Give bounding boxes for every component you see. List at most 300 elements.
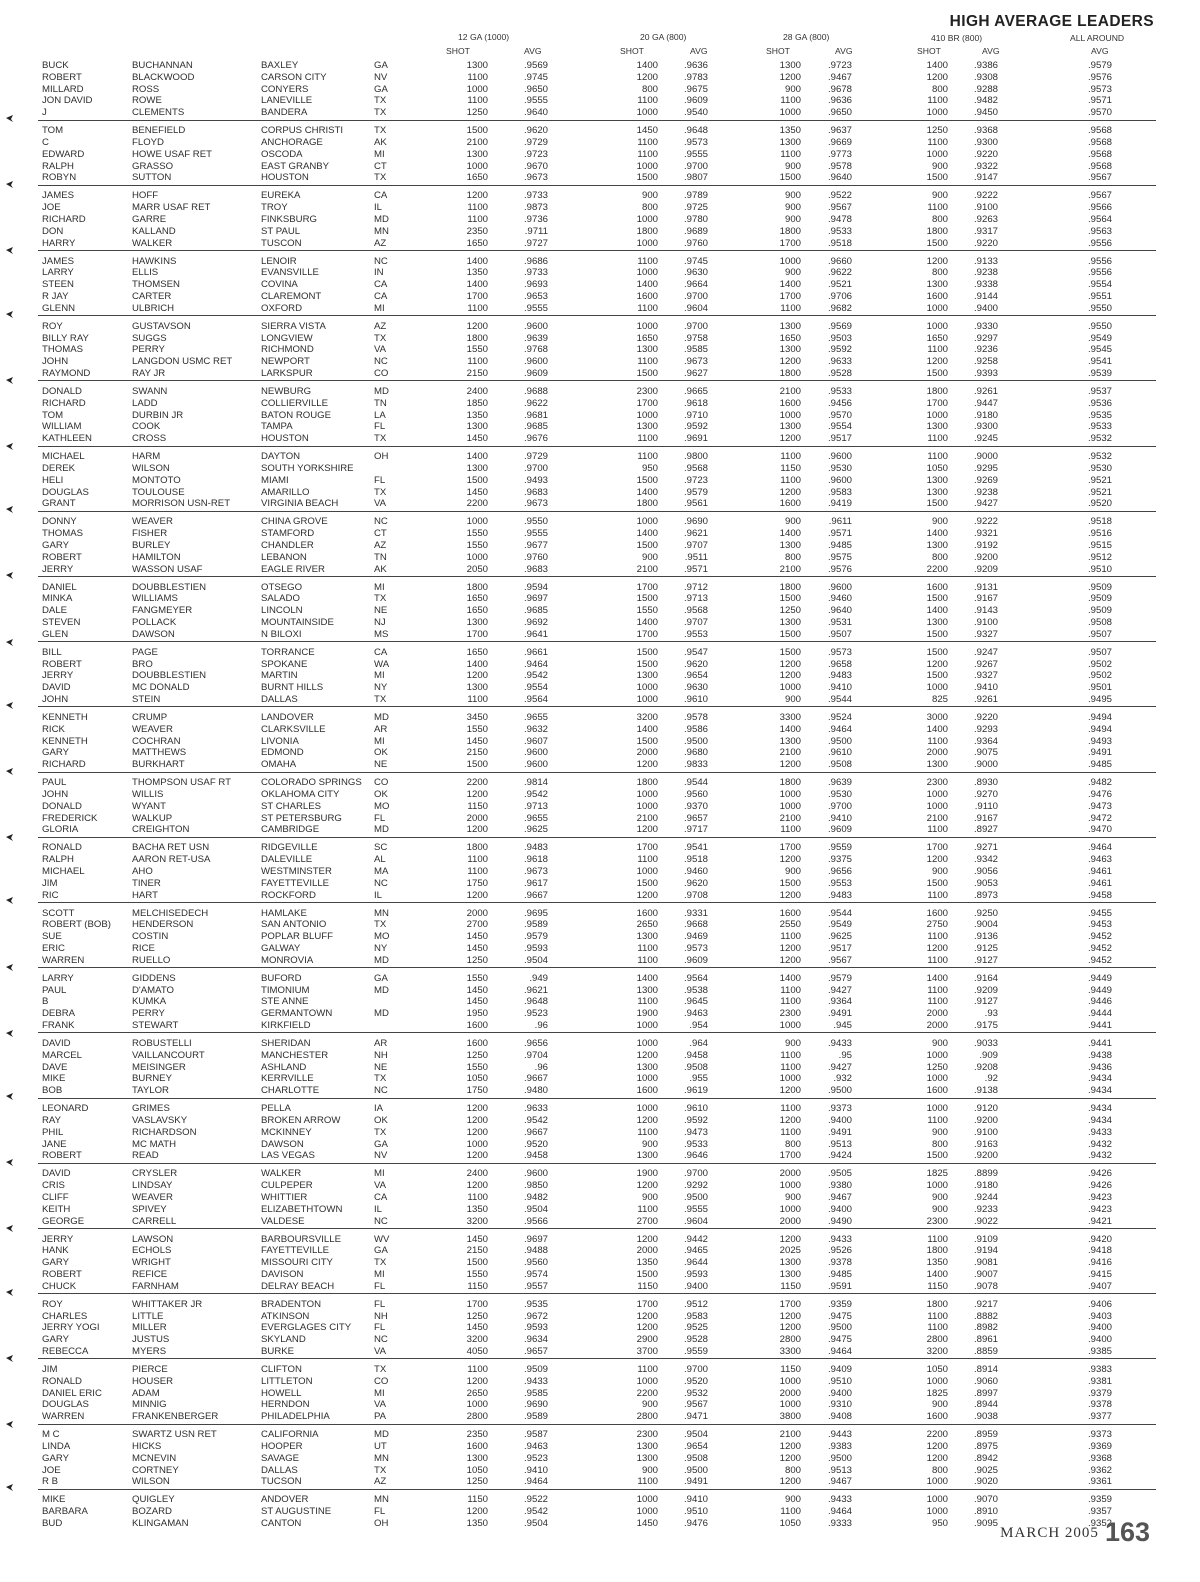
first-name: RALPH	[42, 160, 74, 172]
city: WESTMINSTER	[261, 866, 332, 877]
ga28-shot: 3300	[779, 712, 801, 723]
ga12-avg: .9729	[523, 137, 548, 148]
ga12-avg: .9673	[523, 498, 548, 510]
first-name: ROBERT	[42, 1150, 82, 1162]
margin-mark	[6, 1225, 13, 1232]
br410-shot: 900	[931, 1399, 948, 1411]
ga28-shot: 1200	[779, 658, 801, 670]
ga12-avg: .9667	[523, 1073, 548, 1085]
ga28-avg: .9378	[827, 1257, 852, 1269]
all-around-avg: .9579	[1087, 60, 1112, 71]
ga12-shot: 2650	[466, 1387, 488, 1399]
ga20-avg: .9559	[683, 1346, 708, 1357]
city: CHANDLER	[261, 540, 314, 551]
ga28-shot: 2800	[779, 1334, 801, 1346]
city: LITTLETON	[261, 1375, 313, 1387]
ga20-shot: 1000	[636, 694, 658, 705]
ga28-shot: 1000	[779, 789, 801, 800]
ga12-shot: 4050	[466, 1346, 488, 1357]
ga28-avg: .9409	[827, 1364, 852, 1375]
br410-avg: .9271	[973, 842, 998, 854]
ga28-shot: 1700	[779, 1298, 801, 1310]
city: CAMBRIDGE	[261, 824, 320, 836]
br410-shot: 2300	[926, 1215, 948, 1227]
header-12ga-avg: AVG	[524, 46, 542, 56]
ga20-avg: .9561	[683, 498, 708, 510]
last-name: MEISINGER	[132, 1061, 186, 1073]
last-name: CREIGHTON	[132, 824, 190, 836]
last-name: WALKUP	[132, 812, 173, 824]
first-name: GARY	[42, 540, 70, 551]
ga28-shot: 2100	[779, 812, 801, 824]
ga12-shot: 1350	[466, 1203, 488, 1215]
ga20-shot: 1500	[636, 474, 658, 486]
state: AR	[374, 723, 388, 735]
last-name: WEAVER	[132, 516, 173, 528]
city: MOUNTAINSIDE	[261, 617, 334, 628]
ga28-avg: .9571	[827, 528, 852, 540]
first-name: WILLIAM	[42, 421, 82, 433]
all-around-avg: .9532	[1087, 451, 1112, 463]
ga28-shot: 800	[784, 1138, 801, 1150]
last-name: REFICE	[132, 1269, 168, 1280]
ga12-avg: .9727	[523, 237, 548, 249]
last-name: GRIMES	[132, 1103, 170, 1115]
ga28-avg: .9364	[827, 996, 852, 1008]
first-name: CHUCK	[42, 1280, 77, 1292]
all-around-avg: .9444	[1087, 1008, 1112, 1020]
ga20-avg: .9592	[683, 1115, 708, 1126]
ga28-shot: 900	[784, 694, 801, 705]
last-name: KUMKA	[132, 996, 167, 1008]
last-name: HENDERSON	[132, 919, 194, 931]
city: TROY	[261, 202, 288, 214]
group-divider	[38, 1489, 1156, 1490]
ga20-shot: 900	[641, 1138, 658, 1150]
all-around-avg: .9539	[1087, 368, 1112, 379]
br410-avg: .9070	[973, 1494, 998, 1506]
br410-shot: 2200	[926, 1429, 948, 1441]
state: TN	[374, 397, 387, 409]
br410-shot: 1350	[926, 1257, 948, 1269]
ga12-avg: .9760	[523, 551, 548, 563]
first-name: JERRY	[42, 563, 74, 575]
ga12-avg: .9620	[523, 125, 548, 137]
city: POPLAR BLUFF	[261, 931, 333, 943]
ga28-avg: .9475	[827, 1310, 852, 1322]
br410-avg: .8959	[973, 1429, 998, 1441]
all-around-avg: .9495	[1087, 694, 1112, 705]
ga12-shot: 1450	[466, 996, 488, 1008]
ga20-avg: .9700	[683, 320, 708, 332]
br410-shot: 1600	[926, 581, 948, 593]
ga20-shot: 1000	[636, 516, 658, 528]
state: GA	[374, 972, 388, 984]
br410-shot: 1500	[926, 237, 948, 249]
br410-avg: .9410	[973, 682, 998, 694]
city: HOUSTON	[261, 433, 309, 445]
ga28-avg: .9456	[827, 397, 852, 409]
first-name: R JAY	[42, 291, 69, 302]
city: STE ANNE	[261, 996, 309, 1008]
state: MI	[374, 148, 385, 160]
ga28-avg: .9610	[827, 747, 852, 759]
city: NEWPORT	[261, 356, 310, 368]
ga28-avg: .9359	[827, 1298, 852, 1310]
all-around-avg: .9452	[1087, 954, 1112, 966]
ga28-shot: 1200	[779, 1441, 801, 1452]
all-around-avg: .9476	[1087, 789, 1112, 800]
br410-shot: 1000	[926, 1073, 948, 1085]
state: IA	[374, 1103, 384, 1115]
first-name: MILLARD	[42, 83, 84, 95]
header-410br: 410 BR (800)	[931, 33, 983, 43]
ga20-avg: .9458	[683, 1049, 708, 1061]
last-name: HARM	[132, 451, 161, 463]
ga28-avg: .9578	[827, 160, 852, 172]
ga28-avg: .9485	[827, 540, 852, 551]
ga12-avg: .9574	[523, 1269, 548, 1280]
ga28-shot: 1800	[779, 225, 801, 237]
ga28-shot: 1300	[779, 60, 801, 71]
ga20-avg: .9579	[683, 486, 708, 498]
city: COVINA	[261, 279, 298, 291]
ga20-avg: .9657	[683, 812, 708, 824]
ga20-avg: .9668	[683, 919, 708, 931]
all-around-avg: .9521	[1087, 474, 1112, 486]
ga20-avg: .9712	[683, 581, 708, 593]
ga28-shot: 3300	[779, 1346, 801, 1357]
ga20-shot: 1400	[636, 617, 658, 628]
ga20-avg: .9573	[683, 137, 708, 148]
last-name: HART	[132, 889, 158, 901]
state: AL	[374, 854, 386, 866]
ga12-shot: 1100	[467, 1192, 488, 1203]
first-name: HELI	[42, 474, 64, 486]
ga28-shot: 1200	[779, 71, 801, 83]
state: MO	[374, 931, 390, 943]
group-divider	[38, 772, 1156, 773]
ga20-avg: .9700	[683, 1168, 708, 1180]
ga28-avg: .9500	[827, 1085, 852, 1097]
ga28-avg: .9573	[827, 646, 852, 658]
ga12-shot: 1250	[466, 1476, 488, 1488]
ga28-avg: .9660	[827, 255, 852, 267]
ga20-avg: .9690	[683, 516, 708, 528]
ga28-shot: 1100	[780, 931, 801, 943]
city: SHERIDAN	[261, 1038, 311, 1049]
margin-mark	[6, 506, 13, 513]
br410-avg: .9233	[973, 1203, 998, 1215]
ga20-shot: 1200	[636, 1049, 658, 1061]
last-name: CARTER	[132, 291, 172, 302]
ga28-shot: 1150	[780, 1280, 801, 1292]
br410-shot: 1400	[926, 605, 948, 617]
first-name: CLIFF	[42, 1192, 69, 1203]
ga12-shot: 1650	[466, 646, 488, 658]
all-around-avg: .9461	[1087, 877, 1112, 889]
ga28-avg: .9400	[827, 1387, 852, 1399]
all-around-avg: .9369	[1087, 1441, 1112, 1452]
br410-shot: 1300	[926, 540, 948, 551]
br410-avg: .8927	[973, 824, 998, 836]
ga12-shot: 1800	[466, 581, 488, 593]
state: SC	[374, 842, 388, 854]
city: WALKER	[261, 1168, 302, 1180]
all-around-avg: .9361	[1087, 1476, 1112, 1488]
ga28-shot: 1600	[779, 397, 801, 409]
margin-mark	[6, 1421, 13, 1428]
all-around-avg: .9352	[1087, 1518, 1112, 1529]
all-around-avg: .9426	[1087, 1180, 1112, 1192]
city: GALWAY	[261, 943, 301, 954]
br410-shot: 1050	[926, 463, 948, 474]
all-around-avg: .9438	[1087, 1049, 1112, 1061]
ga12-avg: .9560	[523, 1257, 548, 1269]
last-name: BLACKWOOD	[132, 71, 195, 83]
first-name: JERRY	[42, 670, 74, 682]
ga12-avg: .9688	[523, 386, 548, 397]
last-name: FANGMEYER	[132, 605, 193, 617]
ga12-avg: .9634	[523, 1334, 548, 1346]
ga20-avg: .9547	[683, 646, 708, 658]
state: CO	[374, 1375, 389, 1387]
ga28-avg: .9400	[827, 1203, 852, 1215]
ga20-shot: 1000	[636, 237, 658, 249]
first-name: RICK	[42, 723, 65, 735]
ga20-avg: .9500	[683, 735, 708, 747]
last-name: TOULOUSE	[132, 486, 185, 498]
br410-shot: 1825	[926, 1387, 948, 1399]
ga28-avg: .9636	[827, 95, 852, 107]
br410-avg: .9220	[973, 237, 998, 249]
all-around-avg: .9421	[1087, 1215, 1112, 1227]
group-divider	[38, 185, 1156, 186]
ga28-avg: .9530	[827, 789, 852, 800]
ga20-shot: 900	[641, 1464, 658, 1476]
ga20-shot: 1900	[636, 1008, 658, 1020]
br410-avg: .9317	[973, 225, 998, 237]
all-around-avg: .9434	[1087, 1103, 1112, 1115]
ga28-shot: 1100	[780, 451, 801, 463]
ga12-avg: .9410	[523, 1464, 548, 1476]
br410-avg: .9250	[973, 907, 998, 919]
ga28-shot: 1000	[779, 409, 801, 421]
ga28-shot: 1150	[780, 1364, 801, 1375]
last-name: WRIGHT	[132, 1257, 171, 1269]
ga12-avg: .9482	[523, 1192, 548, 1203]
first-name: REBECCA	[42, 1346, 89, 1357]
ga12-avg: .9729	[523, 451, 548, 463]
br410-avg: .9222	[973, 190, 998, 202]
city: BRADENTON	[261, 1298, 322, 1310]
state: MS	[374, 628, 389, 640]
state: OH	[374, 1518, 389, 1529]
br410-shot: 900	[931, 1038, 948, 1049]
ga20-avg: .9619	[683, 1085, 708, 1097]
ga12-shot: 1200	[466, 1115, 488, 1126]
ga12-shot: 2200	[466, 777, 488, 789]
ga28-avg: .9460	[827, 593, 852, 605]
ga12-avg: .9697	[523, 593, 548, 605]
ga28-shot: 800	[784, 551, 801, 563]
ga20-shot: 1500	[636, 172, 658, 184]
ga12-avg: .9650	[523, 83, 548, 95]
margin-mark	[6, 311, 13, 318]
br410-shot: 1650	[926, 332, 948, 344]
br410-shot: 1500	[926, 172, 948, 184]
br410-shot: 1000	[926, 302, 948, 314]
ga20-shot: 1500	[636, 735, 658, 747]
city: SIERRA VISTA	[261, 320, 326, 332]
city: DALLAS	[261, 1464, 298, 1476]
br410-avg: .8930	[973, 777, 998, 789]
br410-avg: .9138	[973, 1085, 998, 1097]
all-around-avg: .9549	[1087, 332, 1112, 344]
city: PELLA	[261, 1103, 291, 1115]
ga28-avg: .9380	[827, 1180, 852, 1192]
state: WA	[374, 658, 390, 670]
ga12-avg: .9733	[523, 190, 548, 202]
state: OK	[374, 747, 388, 759]
br410-shot: 1100	[927, 996, 948, 1008]
ga12-avg: .9504	[523, 1518, 548, 1529]
city: STAMFORD	[261, 528, 315, 540]
ga12-shot: 1450	[466, 984, 488, 996]
ga20-avg: .9680	[683, 747, 708, 759]
ga12-avg: .9463	[523, 1441, 548, 1452]
br410-shot: 1000	[926, 1103, 948, 1115]
ga28-shot: 1200	[779, 1233, 801, 1245]
br410-shot: 1000	[926, 1049, 948, 1061]
ga28-avg: .9544	[827, 694, 852, 705]
br410-shot: 800	[931, 1138, 948, 1150]
ga28-avg: .9467	[827, 1476, 852, 1488]
ga20-avg: .9555	[683, 148, 708, 160]
state: FL	[374, 474, 386, 486]
ga20-avg: .9500	[683, 1192, 708, 1203]
ga28-avg: .9524	[827, 712, 852, 723]
ga28-shot: 1200	[779, 1115, 801, 1126]
br410-avg: .9295	[973, 463, 998, 474]
first-name: ROBERT (BOB)	[42, 919, 111, 931]
ga28-shot: 900	[784, 202, 801, 214]
br410-shot: 1600	[926, 1411, 948, 1423]
ga12-avg: .9609	[523, 368, 548, 379]
ga20-shot: 1550	[636, 605, 658, 617]
ga28-shot: 1200	[779, 356, 801, 368]
ga28-shot: 1200	[779, 1476, 801, 1488]
all-around-avg: .9535	[1087, 409, 1112, 421]
margin-mark	[6, 1355, 13, 1362]
br410-shot: 900	[931, 1203, 948, 1215]
all-around-avg: .9566	[1087, 202, 1112, 214]
ga28-avg: .9700	[827, 800, 852, 812]
ga12-shot: 1650	[466, 593, 488, 605]
last-name: TAYLOR	[132, 1085, 169, 1097]
ga20-avg: .9370	[683, 800, 708, 812]
first-name: KENNETH	[42, 712, 88, 723]
ga20-avg: .9807	[683, 172, 708, 184]
br410-avg: .9222	[973, 516, 998, 528]
br410-avg: .9327	[973, 628, 998, 640]
city: MISSOURI CITY	[261, 1257, 333, 1269]
last-name: CARRELL	[132, 1215, 177, 1227]
ga12-avg: .9686	[523, 255, 548, 267]
last-name: MORRISON USN-RET	[132, 498, 231, 510]
state: NV	[374, 1150, 388, 1162]
br410-shot: 2750	[926, 919, 948, 931]
city: MANCHESTER	[261, 1049, 329, 1061]
br410-avg: .9261	[973, 386, 998, 397]
first-name: BILLY RAY	[42, 332, 89, 344]
city: RIDGEVILLE	[261, 842, 318, 854]
state: MN	[374, 225, 389, 237]
ga28-shot: 1100	[780, 1103, 801, 1115]
margin-mark	[6, 1289, 13, 1296]
city: HAMLAKE	[261, 907, 307, 919]
first-name: JERRY YOGI	[42, 1322, 100, 1334]
header-12ga: 12 GA (1000)	[458, 32, 510, 42]
ga12-shot: 1200	[466, 320, 488, 332]
br410-avg: .9263	[973, 214, 998, 225]
ga20-shot: 1100	[637, 137, 658, 148]
ga28-avg: .9640	[827, 605, 852, 617]
first-name: DANIEL ERIC	[42, 1387, 102, 1399]
ga28-avg: .9575	[827, 551, 852, 563]
city: FAYETTEVILLE	[261, 1245, 330, 1257]
br410-shot: 1000	[926, 1494, 948, 1506]
last-name: HAMILTON	[132, 551, 181, 563]
ga20-avg: .9564	[683, 972, 708, 984]
ga12-shot: 1200	[466, 824, 488, 836]
ga28-shot: 900	[784, 190, 801, 202]
state: OH	[374, 451, 389, 463]
all-around-avg: .9400	[1087, 1322, 1112, 1334]
city: CHINA GROVE	[261, 516, 328, 528]
br410-avg: .9164	[973, 972, 998, 984]
ga12-avg: .9493	[523, 474, 548, 486]
ga12-shot: 2000	[466, 907, 488, 919]
ga28-shot: 1300	[779, 421, 801, 433]
ga12-avg: .9483	[523, 842, 548, 854]
state: MD	[374, 1429, 389, 1441]
city: VIRGINIA BEACH	[261, 498, 339, 510]
ga20-avg: .9560	[683, 789, 708, 800]
ga12-avg: .9657	[523, 1346, 548, 1357]
br410-avg: .9175	[973, 1020, 998, 1031]
ga12-avg: .9593	[523, 943, 548, 954]
group-divider	[38, 967, 1156, 968]
br410-shot: 800	[931, 267, 948, 279]
group-divider	[38, 380, 1156, 381]
header-all-around: ALL AROUND	[1070, 33, 1125, 43]
ga12-avg: .9621	[523, 984, 548, 996]
last-name: GUSTAVSON	[132, 320, 191, 332]
ga12-shot: 1100	[467, 866, 488, 877]
ga28-shot: 1100	[780, 302, 801, 314]
ga28-shot: 800	[784, 1464, 801, 1476]
br410-avg: .9386	[973, 60, 998, 71]
ga28-shot: 1600	[779, 498, 801, 510]
br410-shot: 1400	[926, 60, 948, 71]
br410-shot: 1400	[926, 723, 948, 735]
br410-avg: .9236	[973, 344, 998, 356]
ga20-shot: 1400	[636, 279, 658, 291]
last-name: PERRY	[132, 344, 165, 356]
ga28-avg: .9310	[827, 1399, 852, 1411]
first-name: ROBYN	[42, 172, 77, 184]
